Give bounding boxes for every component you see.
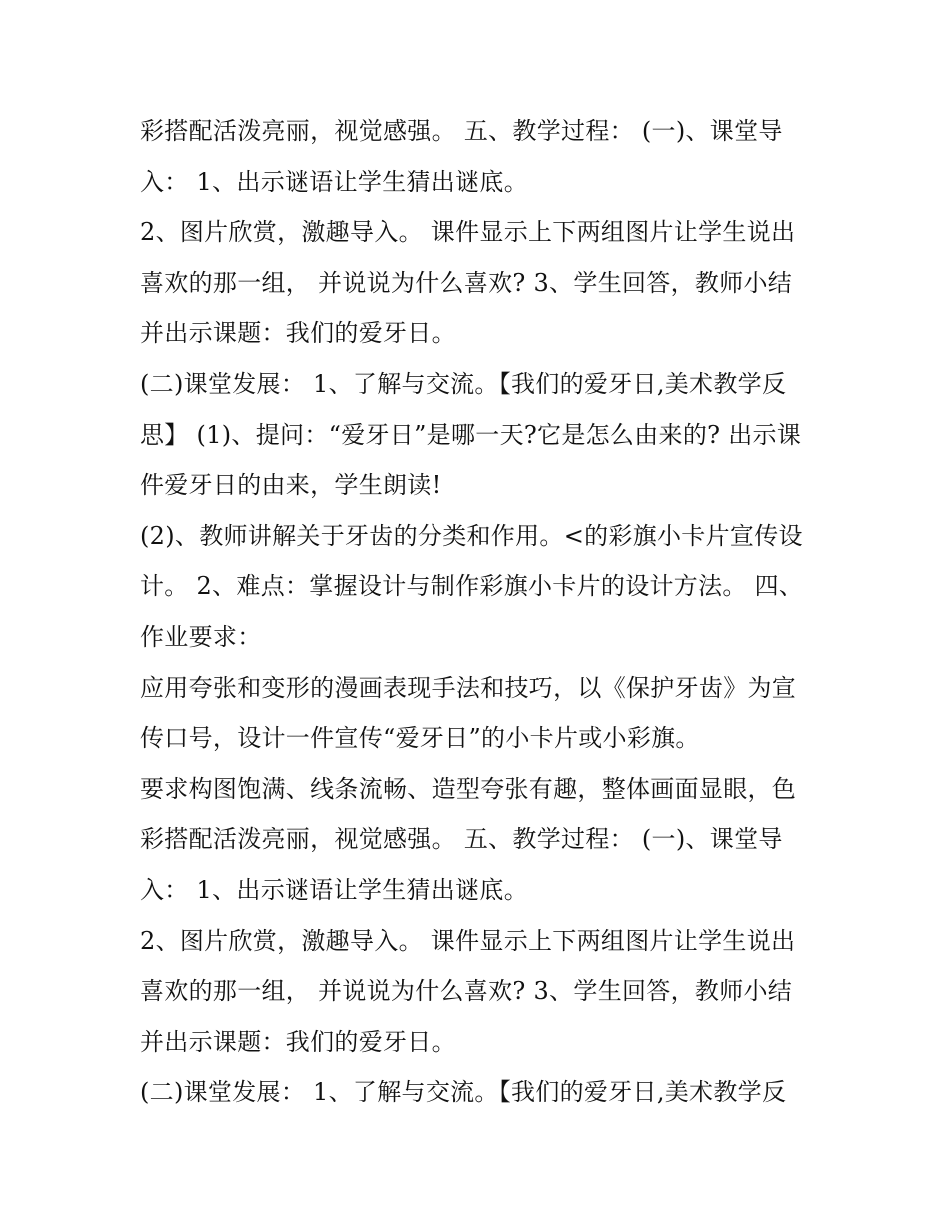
text-line: 并出示课题：我们的爱牙日。: [140, 319, 456, 348]
document-body: [140, 106, 820, 1118]
text-line: 要求构图饱满、线条流畅、造型夸张有趣，整体画面显眼，色: [140, 774, 797, 803]
text-line: 传口号，设计一件宣传“爱牙日”的小卡片或小彩旗。: [140, 724, 700, 753]
text-line: 入： 1、出示谜语让学生猜出谜底。: [140, 875, 528, 904]
text-line: 入： 1、出示谜语让学生猜出谜底。: [140, 167, 528, 196]
text-line: 喜欢的那一组， 并说说为什么喜欢? 3、学生回答，教师小结: [140, 977, 793, 1006]
text-line: (二)课堂发展： 1、了解与交流。【我们的爱牙日,美术教学反: [140, 1078, 787, 1107]
text-line: 计。 2、难点：掌握设计与制作彩旗小卡片的设计方法。 四、: [140, 572, 804, 601]
text-line: 应用夸张和变形的漫画表现手法和技巧，以《保护牙齿》为宣: [140, 673, 797, 702]
text-line: 2、图片欣赏，激趣导入。 课件显示上下两组图片让学生说出: [140, 218, 796, 247]
text-line: 作业要求：: [140, 622, 262, 651]
text-line: (二)课堂发展： 1、了解与交流。【我们的爱牙日,美术教学反: [140, 369, 787, 398]
text-line: 件爱牙日的由来，学生朗读!: [140, 471, 442, 500]
text-line: 并出示课题：我们的爱牙日。: [140, 1027, 456, 1056]
text-line: 喜欢的那一组， 并说说为什么喜欢? 3、学生回答，教师小结: [140, 268, 793, 297]
text-line: 彩搭配活泼亮丽，视觉感强。 五、教学过程： (一)、课堂导: [140, 117, 783, 145]
text-line: 思】 (1)、提问：“爱牙日”是哪一天?它是怎么由来的? 出示课: [140, 420, 802, 449]
text-line: 2、图片欣赏，激趣导入。 课件显示上下两组图片让学生说出: [140, 926, 796, 955]
text-line: (2)、教师讲解关于牙齿的分类和作用。<的彩旗小卡片宣传设: [140, 521, 803, 550]
text-line: 彩搭配活泼亮丽，视觉感强。 五、教学过程： (一)、课堂导: [140, 825, 783, 854]
